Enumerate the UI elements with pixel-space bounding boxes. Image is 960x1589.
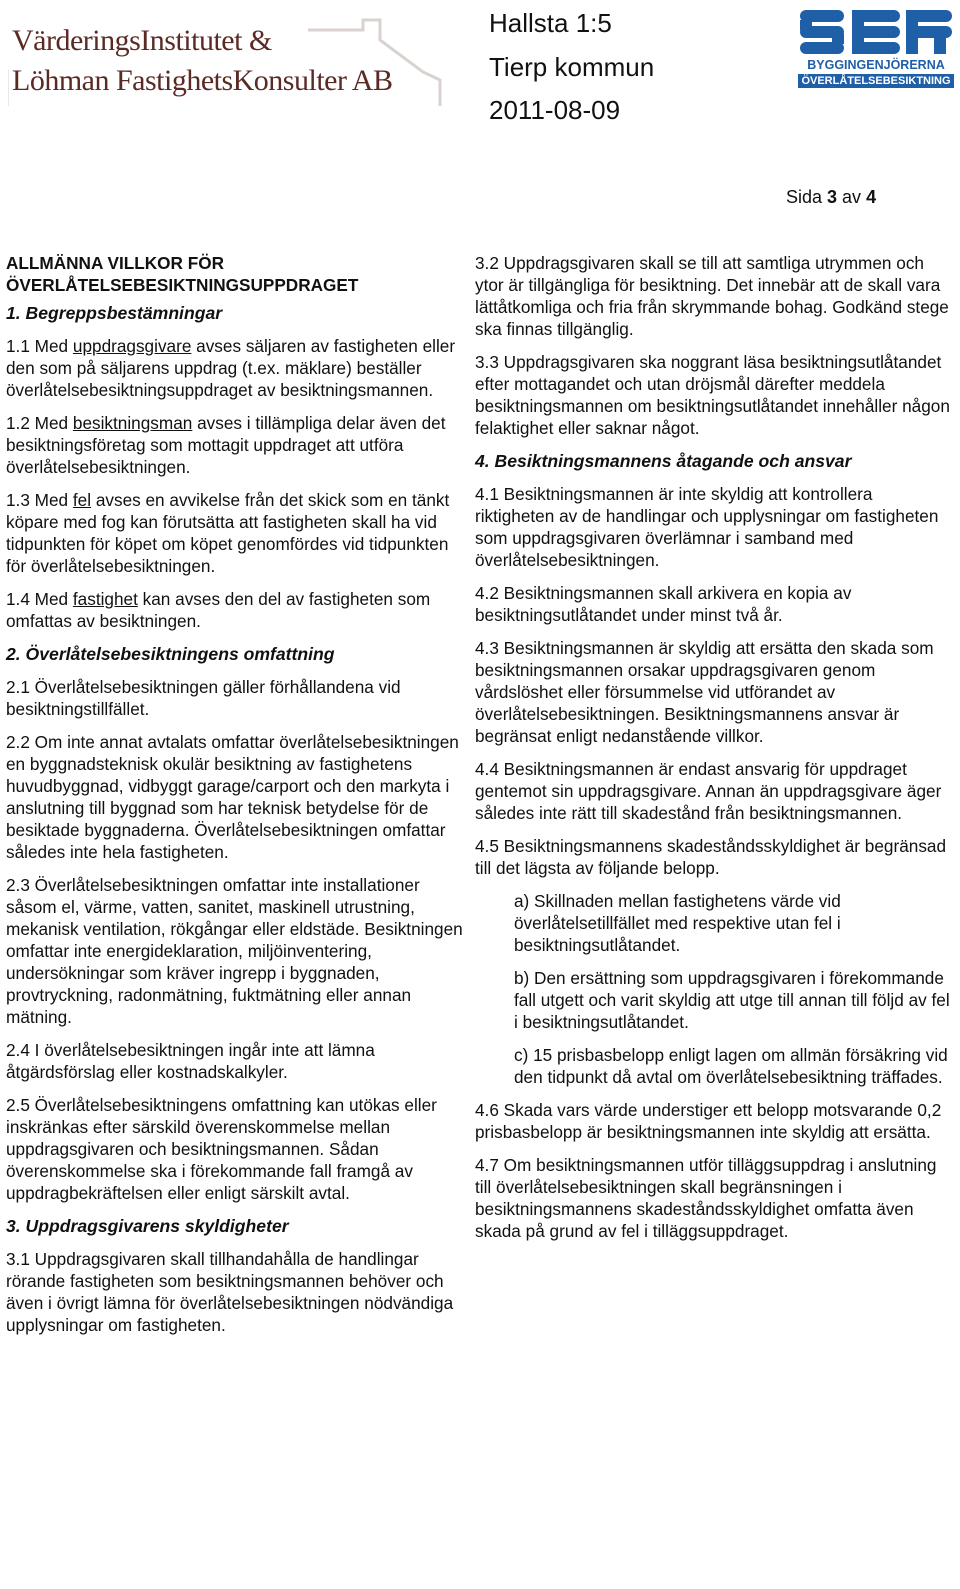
term-uppdragsgivare: uppdragsgivare: [72, 336, 192, 356]
section-heading-1: 1. Begreppsbestämningar: [6, 303, 223, 323]
clause-2-2: 2.2 Om inte annat avtalats omfattar överlåtelsebesiktningen en byggnadsteknisk okulär besiktning av fastighetens huvudbyggnad, vidbyggt garage/carport och den markyta i anslutning till byggnad som har teknisk betydelse för de besiktade byggnaderna. Överlåtelsebesiktningen omfattar således inte hela fastigheten.: [6, 732, 459, 862]
clause-2-4: 2.4 I överlåtelsebesiktningen ingår inte att lämna åtgärdsförslag eller kostnadskalkyler.: [6, 1040, 375, 1082]
clause-4-7: 4.7 Om besiktningsmannen utför tilläggsuppdrag i anslutning till överlåtelsebesiktningen skall begränsningen i besiktningsmannens skadeståndsskyldighet omfatta även skada på grund av fel i tilläggsuppdraget.: [475, 1155, 937, 1241]
left-column: [6, 252, 468, 1347]
company-name-line2: Löhman FastighetsKonsulter AB: [12, 64, 393, 97]
document-title-line2: ÖVERLÅTELSEBESIKTNINGSUPPDRAGET: [6, 275, 359, 295]
clause-4-3: 4.3 Besiktningsmannen är skyldig att ersätta den skada som besiktningsmannen orsakar uppdragsgivaren genom vårdslöshet eller försummelse vid utförandet av överlåtelsebesiktningen. Besiktningsmannens ansvar är begränsat enligt nedanstående villkor.: [475, 638, 934, 746]
document-title: [6, 252, 468, 296]
clause-4-1: 4.1 Besiktningsmannen är inte skyldig att kontrollera riktigheten av de handlingar och upplysningar om fastigheten som uppdragsgivaren överlämnar i samband med överlåtelsebesiktningen.: [475, 484, 939, 570]
term-fastighet: fastighet: [72, 589, 138, 609]
clause-4-5-b: b) Den ersättning som uppdragsgivaren i förekommande fall utgett och varit skyldig att utge till annan till följd av fel i besiktningsutlåtandet.: [514, 968, 950, 1032]
page-total: 4: [866, 187, 877, 207]
clause-4-5: 4.5 Besiktningsmannens skadeståndsskyldighet är begränsad till det lägsta av följande belopp.: [475, 836, 947, 878]
page-mid: av: [837, 187, 867, 207]
sbr-org-subtitle: ÖVERLÅTELSEBESIKTNING: [798, 74, 954, 88]
page-number: [786, 187, 876, 208]
clause-1-2: 1.2 Med besiktningsman avses i tillämpliga delar även det besiktningsföretag som mottagit uppdraget att utföra överlåtelsebesiktningen.: [6, 413, 446, 477]
company-name-line1: VärderingsInstitutet &: [12, 24, 272, 57]
clause-3-2: 3.2 Uppdragsgivaren skall se till att samtliga utrymmen och ytor är tillgängliga för besiktning. Det innebär att de skall vara lättåtkomliga och fria från skrymmande bohag. Godkänd stege ska finnas tillgänglig.: [475, 253, 949, 339]
document-title-line1: ALLMÄNNA VILLKOR FÖR: [6, 253, 224, 273]
section-heading-3: 3. Uppdragsgivarens skyldigheter: [6, 1216, 289, 1236]
term-fel: fel: [72, 490, 92, 510]
section-heading-2: 2. Överlåtelsebesiktningens omfattning: [6, 644, 335, 664]
page-current: 3: [827, 187, 838, 207]
clause-4-5-c: c) 15 prisbasbelopp enligt lagen om allmän försäkring vid den tidpunkt då avtal om överlåtelsebesiktning träffades.: [514, 1045, 948, 1087]
document-date: 2011-08-09: [489, 95, 621, 125]
clause-4-2: 4.2 Besiktningsmannen skall arkivera en kopia av besiktningsutlåtandet under minst två år.: [475, 583, 852, 625]
clause-2-1: 2.1 Överlåtelsebesiktningen gäller förhållandena vid besiktningstillfället.: [6, 677, 401, 719]
sbr-org-name: BYGGINGENJÖRERNA: [807, 58, 945, 72]
page-prefix: Sida: [786, 187, 828, 207]
clause-1-4: 1.4 Med fastighet kan avses den del av fastigheten som omfattas av besiktningen.: [6, 589, 431, 631]
clause-1-3: 1.3 Med fel avses en avvikelse från det skick som en tänkt köpare med fog kan förutsätta att fastigheten skall ha vid tidpunkten för köpet om köpet genomfördes vid tidpunkten för överlåtelsebesiktningen.: [6, 490, 450, 576]
section-heading-4: 4. Besiktningsmannens åtagande och ansvar: [475, 451, 852, 471]
term-besiktningsman: besiktningsman: [72, 413, 193, 433]
clause-4-5-a: a) Skillnaden mellan fastighetens värde vid överlåtelsetillfället med respektive utan fel i besiktningsutlåtandet.: [514, 891, 841, 955]
sbr-logo-mark: [798, 8, 954, 56]
clause-4-6: 4.6 Skada vars värde understiger ett belopp motsvarande 0,2 prisbasbelopp är besiktningsmannen inte skyldig att ersätta.: [475, 1100, 942, 1142]
municipality: Tierp kommun: [489, 52, 655, 82]
clause-3-1: 3.1 Uppdragsgivaren skall tillhandahålla de handlingar rörande fastigheten som besiktningsmannen behöver och även i övrigt lämna för överlåtelsebesiktningen nödvändiga upplysningar om fastigheten.: [6, 1249, 454, 1335]
clause-2-5: 2.5 Överlåtelsebesiktningens omfattning kan utökas eller inskränkas efter särskild överenskommelse mellan uppdragsgivaren och besiktningsmannen. Sådan överenskommelse ska i förekommande fall framgå av uppdragbekräftelsen eller enligt särskilt avtal.: [6, 1095, 437, 1203]
clause-1-1: 1.1 Med uppdragsgivare avses säljaren av fastigheten eller den som på säljarens uppdrag (t.ex. mäklare) beställer överlåtelsebesiktningsuppdraget av besiktningsmannen.: [6, 336, 456, 400]
sbr-logo: [798, 8, 954, 92]
clause-4-4: 4.4 Besiktningsmannen är endast ansvarig för uppdraget gentemot sin uppdragsgivare. Annan än uppdragsgivare äger således inte rätt till skadestånd från besiktningsmannen.: [475, 759, 942, 823]
clause-3-3: 3.3 Uppdragsgivaren ska noggrant läsa besiktningsutlåtandet efter mottagandet och utan dröjsmål därefter meddela besiktningsmannen om besiktningsutlåtandet innehåller någon felaktighet eller saknar något.: [475, 352, 950, 438]
company-logo: [8, 10, 448, 106]
right-column: [475, 252, 953, 1253]
clause-2-3: 2.3 Överlåtelsebesiktningen omfattar inte installationer såsom el, värme, vatten, sanitet, maskinell utrustning, mekanisk ventilation, rökgångar eller eldstäde. Besiktningen omfattar inte energideklaration, miljöinventering, undersökningar som kräver ingrepp i byggnaden, provtryckning, radonmätning, fuktmätning eller annan mätning.: [6, 875, 463, 1027]
property-designation: Hallsta 1:5: [489, 8, 612, 38]
